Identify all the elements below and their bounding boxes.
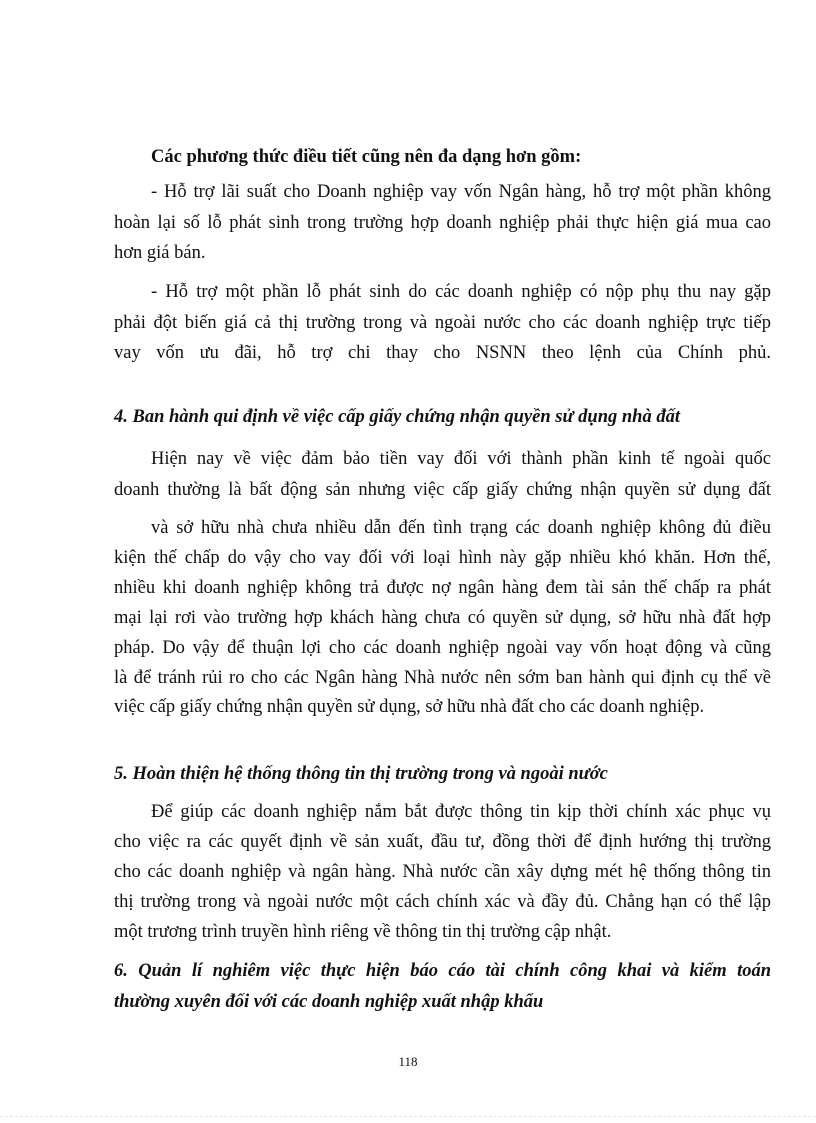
page-bottom-divider — [0, 1116, 816, 1117]
paragraph-line: mại lại rơi vào trường hợp khách hàng chưa có quyền sử dụng, sở hữu nhà đất hợp — [114, 608, 771, 628]
paragraph-line: hơn giá bán. — [114, 243, 206, 263]
paragraph-line: hoàn lại số lỗ phát sinh trong trường hợp doanh nghiệp phải thực hiện giá mua cao — [114, 213, 771, 233]
page-number: 118 — [398, 1054, 418, 1069]
paragraph-line: pháp. Do vậy để thuận lợi cho các doanh nghiệp ngoài vay vốn hoạt động và cũng — [114, 638, 771, 658]
paragraph-line: thị trường trong và ngoài nước một cách chính xác và đầy đủ. Chẳng hạn có thể lập — [114, 892, 771, 912]
paragraph-line: một trương trình truyền hình riêng về thông tin thị trường cập nhật. — [114, 922, 612, 942]
section-heading: 4. Ban hành qui định về việc cấp giấy chứng nhận quyền sử dụng nhà đất — [114, 407, 680, 427]
paragraph-line: Hiện nay về việc đảm bảo tiền vay đối với thành phần kinh tế ngoài quốc — [151, 449, 771, 469]
paragraph-line: nhiều khi doanh nghiệp không trả được nợ ngân hàng đem tài sản thế chấp ra phát — [114, 578, 771, 598]
paragraph-line: và sở hữu nhà chưa nhiều dẫn đến tình trạng các doanh nghiệp không đủ điều — [151, 518, 771, 538]
section-heading: 6. Quản lí nghiêm việc thực hiện báo cáo tài chính công khai và kiểm toán — [114, 961, 771, 981]
intro-sentence: Các phương thức điều tiết cũng nên đa dạng hơn gồm: — [151, 147, 582, 167]
paragraph-line: việc cấp giấy chứng nhận quyền sử dụng, sở hữu nhà đất cho các doanh nghiệp. — [114, 697, 705, 717]
paragraph-line: - Hỗ trợ lãi suất cho Doanh nghiệp vay vốn Ngân hàng, hỗ trợ một phần không — [151, 182, 771, 202]
paragraph-line: Để giúp các doanh nghiệp nắm bắt được thông tin kịp thời chính xác phục vụ — [151, 802, 771, 822]
paragraph-line: vay vốn ưu đãi, hỗ trợ chi thay cho NSNN theo lệnh của Chính phủ. — [114, 343, 771, 363]
paragraph-line: - Hỗ trợ một phần lỗ phát sinh do các doanh nghiệp có nộp phụ thu nay gặp — [151, 282, 771, 302]
paragraph-line: cho việc ra các quyết định về sản xuất, đầu tư, đồng thời để định hướng thị trường — [114, 832, 771, 852]
section-heading-continued: thường xuyên đối với các doanh nghiệp xuất nhập khẩu — [114, 992, 544, 1012]
section-heading: 5. Hoàn thiện hệ thống thông tin thị trường trong và ngoài nước — [114, 764, 608, 784]
paragraph-line: phải đột biến giá cả thị trường trong và ngoài nước cho các doanh nghiệp trực tiếp — [114, 313, 771, 333]
paragraph-line: doanh thường là bất động sản nhưng việc cấp giấy chứng nhận quyền sử dụng đất — [114, 480, 771, 500]
paragraph-line: là để tránh rủi ro cho các Ngân hàng Nhà nước nên sớm ban hành qui định cụ thể về — [114, 668, 771, 688]
paragraph-line: kiện thế chấp do vậy cho vay đối với loại hình này gặp nhiều khó khăn. Hơn thế, — [114, 548, 771, 568]
paragraph-line: cho các doanh nghiệp và ngân hàng. Nhà nước cần xây dựng mét hệ thống thông tin — [114, 862, 771, 882]
